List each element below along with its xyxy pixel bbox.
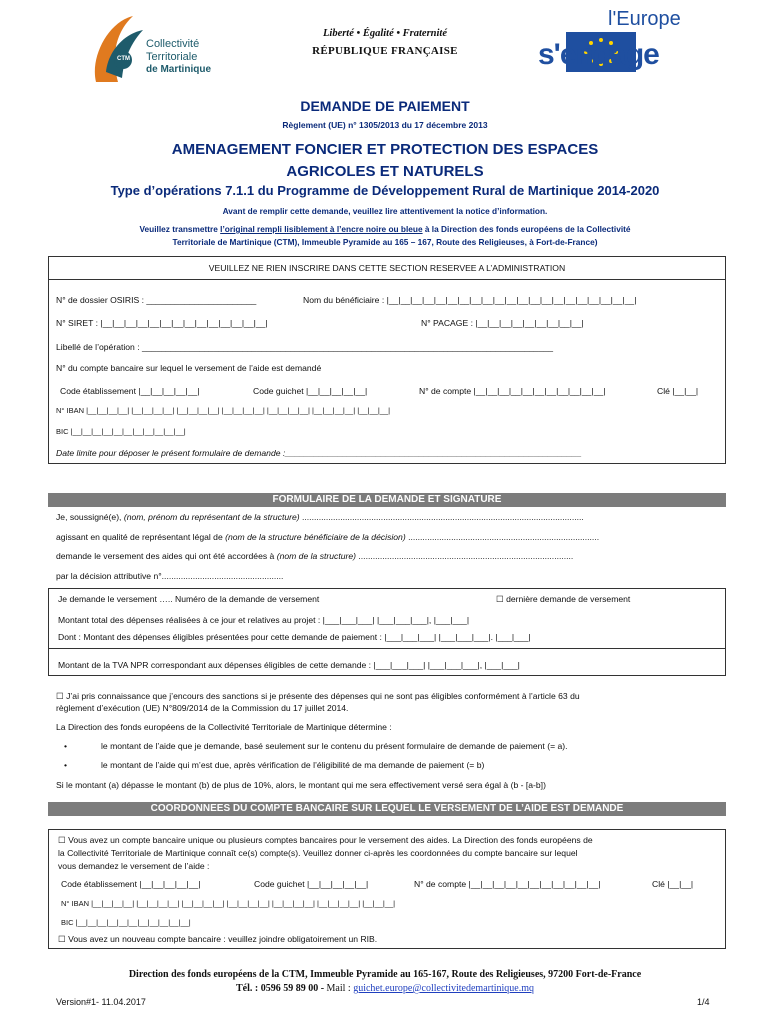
admin-bic[interactable]: BIC |__|__|__|__|__|__|__|__|__|__|__|	[56, 427, 186, 436]
transmit-text-line2: Territoriale de Martinique (CTM), Immeuble Pyramide au 165 – 167, Route des Religieuses, à Fort-de-France)	[172, 237, 598, 247]
tva-field[interactable]: Montant de la TVA NPR correspondant aux dépenses éligibles de cette demande : |___|___|___| |___|___|___|, |___|___|	[58, 660, 520, 670]
europe-line1: l'Europe	[608, 8, 681, 30]
montant-eligible-field[interactable]: Dont : Montant des dépenses éligibles présentées pour cette demande de paiement : |___|___|___| |___|___|___|. |___|___|	[58, 632, 531, 642]
versement-aides-line[interactable]: demande le versement des aides qui ont été accordées à (nom de la structure) ..........................................................................................	[56, 551, 574, 561]
admin-code-etablissement[interactable]: Code établissement |__|__|__|__|__|	[60, 386, 200, 396]
form-section-header: FORMULAIRE DE LA DEMANDE ET SIGNATURE	[48, 493, 726, 507]
bank-code-guichet[interactable]: Code guichet |__|__|__|__|__|	[254, 879, 369, 889]
unique-account-text-3: vous demandez le versement de l’aide :	[58, 861, 210, 871]
mail-link[interactable]: guichet.europe@collectivitedemartinique.mq	[353, 983, 535, 994]
ctm-badge: CTM	[117, 56, 130, 62]
new-account-checkbox[interactable]: ☐ Vous avez un nouveau compte bancaire : veuillez joindre obligatoirement un RIB.	[58, 934, 378, 944]
derniere-checkbox[interactable]: ☐ dernière demande de versement	[496, 594, 631, 604]
bank-bic[interactable]: BIC |__|__|__|__|__|__|__|__|__|__|__|	[61, 918, 191, 927]
ctm-logo-line3: de Martinique	[146, 64, 212, 75]
bank-num-compte[interactable]: N° de compte |__|__|__|__|__|__|__|__|__|__|__|	[414, 879, 601, 889]
bank-iban[interactable]: N° IBAN |__|__|__|__| |__|__|__|__| |__|__|__|__| |__|__|__|__| |__|__|__|__| |__|__|__|__| |__|__|__|	[61, 899, 396, 908]
ctm-logo-line2: Territoriale	[146, 51, 198, 63]
bank-cle[interactable]: Clé |__|__|	[652, 879, 694, 889]
representant-line[interactable]: agissant en qualité de représentant légal de (nom de la structure bénéficiaire de la décision) ................................................................................	[56, 532, 600, 542]
europe-logo	[538, 8, 718, 78]
republique-motto: Liberté • Égalité • Fraternité	[322, 28, 447, 39]
bank-section	[48, 829, 726, 949]
sanctions-text: règlement d’exécution (UE) N°809/2014 de la Commission du 17 juillet 2014.	[56, 703, 349, 713]
operation-type: Type d’opérations 7.1.1 du Programme de Développement Rural de Martinique 2014-2020	[110, 183, 660, 198]
deadline-field[interactable]: Date limite pour déposer le présent formulaire de demande :______________________________________________________________	[56, 448, 582, 458]
direction-text: La Direction des fonds européens de la Collectivité Territoriale de Martinique détermine :	[56, 722, 392, 732]
unique-account-checkbox[interactable]: ☐ Vous avez un compte bancaire unique ou plusieurs comptes bancaires pour le versement des aides. La Direction des fonds européens de	[58, 835, 593, 845]
subject-line2: AGRICOLES ET NATURELS	[286, 163, 484, 180]
ctm-logo	[88, 12, 218, 90]
si-text: Si le montant (a) dépasse le montant (b) de plus de 10%, alors, le montant qui me sera effectivement versé sera égal à (b - [a-b])	[56, 780, 546, 790]
ctm-logo-line1: Collectivité	[146, 38, 200, 50]
bank-code-etablissement[interactable]: Code établissement |__|__|__|__|__|	[61, 879, 201, 889]
bank-section-header: COORDONNEES DU COMPTE BANCAIRE SUR LEQUEL LE VERSEMENT DE L’AIDE EST DEMANDE	[48, 802, 726, 816]
admin-iban[interactable]: N° IBAN |__|__|__|__| |__|__|__|__| |__|__|__|__| |__|__|__|__| |__|__|__|__| |__|__|__|__| |__|__|__|	[56, 406, 391, 415]
republique-logo	[300, 28, 470, 57]
siret-field[interactable]: N° SIRET : |__|__|__|__|__|__|__|__|__|__|__|__|__|__|	[56, 318, 268, 328]
regulation: Règlement (UE) n° 1305/2013 du 17 décembre 2013	[282, 120, 488, 130]
sanctions-checkbox[interactable]: ☐ J’ai pris connaissance que j’encours des sanctions si je présente des dépenses qui ne sont pas éligibles conformément à l’article 63 du	[56, 691, 580, 701]
bullet-a-text: le montant de l’aide que je demande, basé seulement sur le contenu du présent formulaire de demande de paiement (= a).	[101, 741, 568, 751]
osiris-field[interactable]: N° de dossier OSIRIS : _______________________	[56, 295, 257, 305]
footer-contact: Tél. : 0596 59 89 00 - Mail : guichet.europe@collectivitedemartinique.mq	[235, 983, 535, 994]
version: Version#1- 11.04.2017	[56, 997, 146, 1007]
notice-text: Avant de remplir cette demande, veuillez lire attentivement la notice d’information.	[222, 206, 548, 216]
bullet-a-mark: •	[64, 741, 68, 751]
versement-request[interactable]: Je demande le versement ….. Numéro de la demande de versement	[58, 594, 320, 604]
subject-line1: AMENAGEMENT FONCIER ET PROTECTION DES ESPACES	[171, 141, 599, 158]
admin-divider	[48, 279, 726, 280]
admin-header: VEUILLEZ NE RIEN INSCRIRE DANS CETTE SECTION RESERVEE A L’ADMINISTRATION	[208, 263, 566, 273]
montant-total-field[interactable]: Montant total des dépenses réalisées à ce jour et relatives au projet : |___|___|___| |___|___|___|, |___|___|	[58, 615, 470, 625]
republique-name: RÉPUBLIQUE FRANÇAISE	[312, 45, 458, 57]
unique-account-text-2: la Collectivité Territoriale de Martinique connaît ce(s) compte(s). Veuillez donner ci-après les coordonnées du compte bancaire sur lequel	[58, 848, 578, 858]
form-title: DEMANDE DE PAIEMENT	[300, 98, 470, 114]
pacage-field[interactable]: N° PACAGE : |__|__|__|__|__|__|__|__|__|	[421, 318, 584, 328]
admin-cle[interactable]: Clé |__|__|	[657, 386, 699, 396]
transmit-text: Veuillez transmettre l’original rempli lisiblement à l’encre noire ou bleue à la Direction des fonds européens de la Collectivité	[139, 224, 631, 234]
decision-line[interactable]: par la décision attributive n°...................................................	[56, 571, 284, 581]
admin-code-guichet[interactable]: Code guichet |__|__|__|__|__|	[253, 386, 368, 396]
bank-intro: N° du compte bancaire sur lequel le versement de l’aide est demandé	[56, 363, 322, 373]
europe-line2: s'engage	[538, 38, 659, 71]
bullet-b-text: le montant de l’aide qui m’est due, après vérification de l’éligibilité de ma demande de paiement (= b)	[101, 760, 485, 770]
libelle-field[interactable]: Libellé de l’opération : ______________________________________________________________________________________	[56, 342, 554, 352]
bullet-b-mark: •	[64, 760, 68, 770]
versement-divider	[48, 648, 726, 649]
soussigne-line[interactable]: Je, soussigné(e), (nom, prénom du représentant de la structure) ......................................................................................................................	[56, 512, 584, 522]
footer-address: Direction des fonds européens de la CTM, Immeuble Pyramide au 165-167, Route des Religieuses, 97200 Fort-de-France	[128, 969, 642, 980]
page-number: 1/4	[697, 997, 710, 1007]
beneficiaire-field[interactable]: Nom du bénéficiaire : |__|__|__|__|__|__|__|__|__|__|__|__|__|__|__|__|__|__|__|__|__|	[303, 295, 637, 305]
ctm-bird-icon	[88, 12, 148, 88]
admin-num-compte[interactable]: N° de compte |__|__|__|__|__|__|__|__|__|__|__|	[419, 386, 606, 396]
